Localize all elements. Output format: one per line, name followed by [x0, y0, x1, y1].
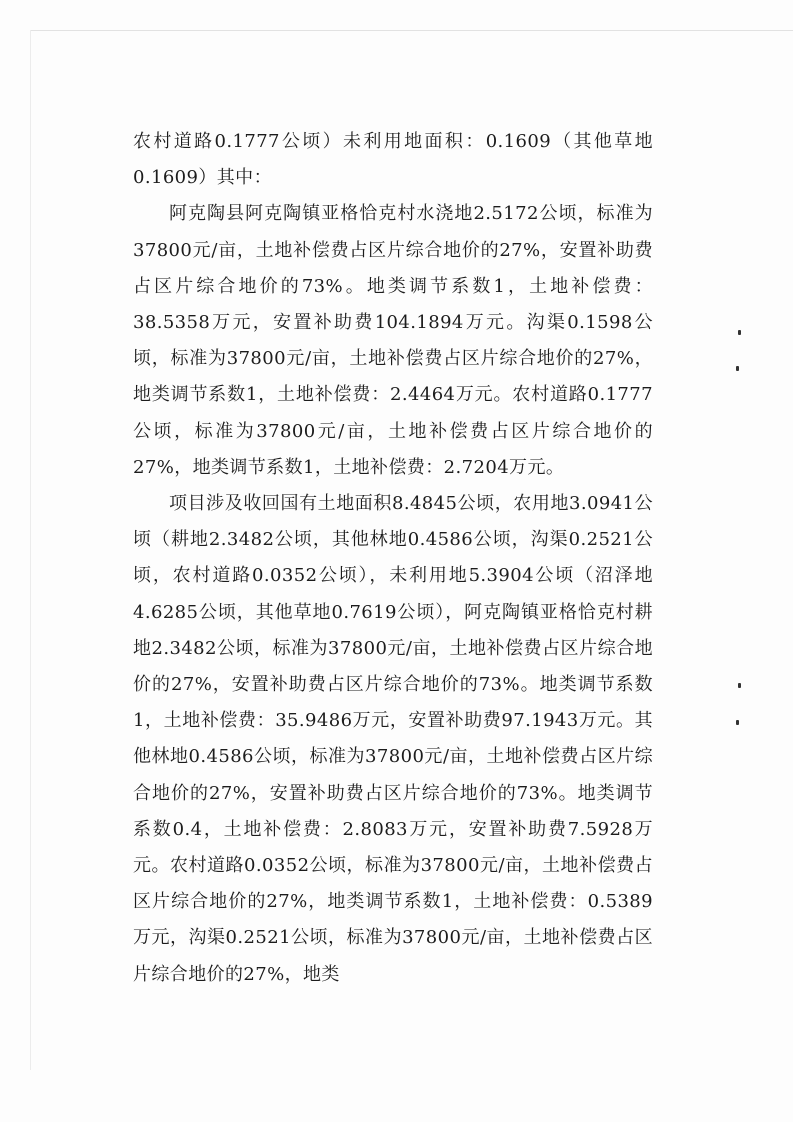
scan-edge-left [30, 30, 31, 1070]
document-body [133, 124, 653, 993]
paragraph-continuation: 农村道路0.1777公顷）未利用地面积：0.1609（其他草地0.1609）其中： [133, 131, 653, 189]
scan-speck [738, 683, 741, 688]
scan-edge-top [30, 30, 793, 31]
paragraph-state-land: 项目涉及收回国有土地面积8.4845公顷，农用地3.0941公顷（耕地2.3482公顷，其他林地0.4586公顷，沟渠0.2521公顷，农村道路0.0352公顷），未利用地5.3904公顷（沼泽地4.6285公顷，其他草地0.7619公顷），阿克陶镇亚格恰克村耕地2.3482公顷，标准为37800元/亩，土地补偿费占区片综合地价的27%，安置补助费占区片综合地价的73%。地类调节系数1，土地补偿费：35.9486万元，安置补助费97.1943万元。其他林地0.4586公顷，标准为37800元/亩，土地补偿费占区片综合地价的27%，安置补助费占区片综合地价的73%。地类调节系数0.4，土地补偿费：2.8083万元，安置补助费7.5928万元。农村道路0.0352公顷，标准为37800元/亩，土地补偿费占区片综合地价的27%，地类调节系数1，土地补偿费：0.5389万元，沟渠0.2521公顷，标准为37800元/亩，土地补偿费占区片综合地价的27%，地类 [133, 493, 653, 985]
scan-speck [736, 720, 739, 725]
scan-speck [736, 366, 739, 371]
scan-speck [738, 330, 741, 335]
paragraph-village-land: 阿克陶县阿克陶镇亚格恰克村水浇地2.5172公顷，标准为37800元/亩，土地补偿费占区片综合地价的27%，安置补助费占区片综合地价的73%。地类调节系数1，土地补偿费：38.5358万元，安置补助费104.1894万元。沟渠0.1598公顷，标准为37800元/亩，土地补偿费占区片综合地价的27%，地类调节系数1，土地补偿费：2.4464万元。农村道路0.1777公顷，标准为37800元/亩，土地补偿费占区片综合地价的27%，地类调节系数1，土地补偿费：2.7204万元。 [133, 203, 653, 478]
